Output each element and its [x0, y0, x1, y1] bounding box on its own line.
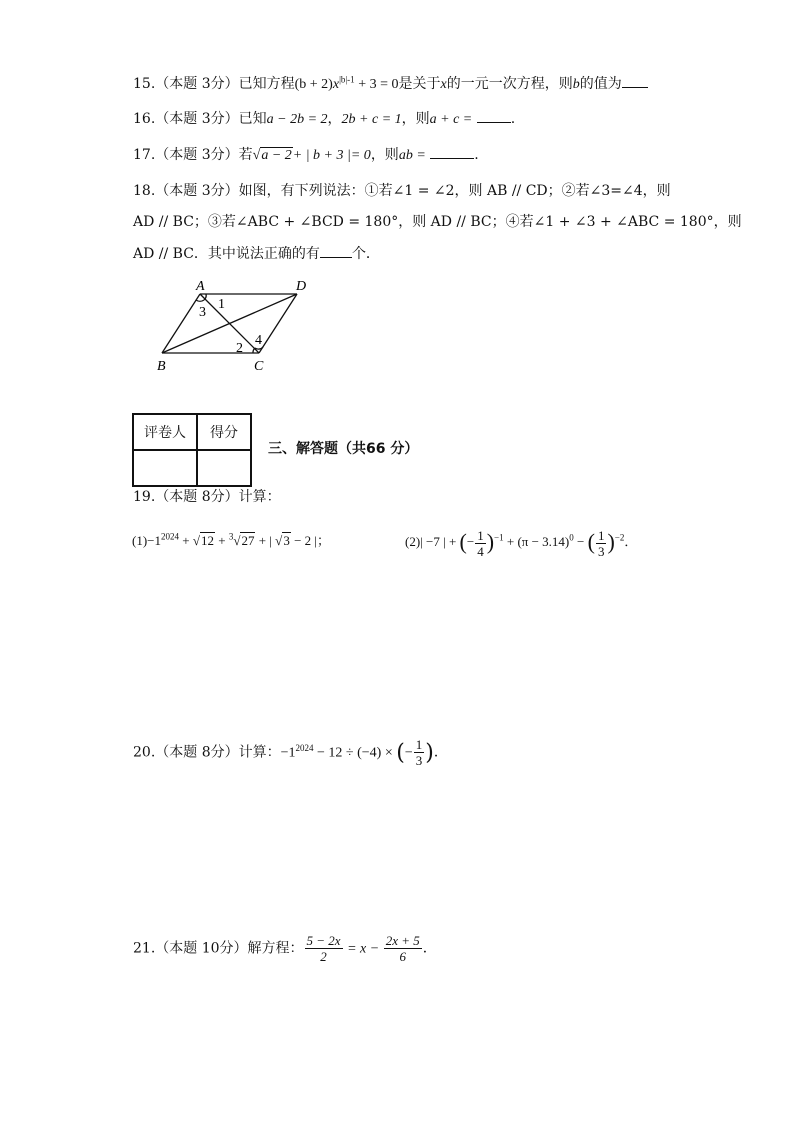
q18-line1: 18.（本题 3分）如图，有下列说法：①若∠1 = ∠2，则 AB // CD；②若∠3=∠4，则: [133, 183, 671, 199]
paren-close-icon: ): [425, 740, 434, 766]
question-18-line-2: [133, 212, 742, 232]
q19-part-1: [132, 531, 330, 551]
q19-prefix: 19.（本题 8分）计算：: [133, 489, 281, 505]
q19-p2-fraction-1: [475, 528, 486, 559]
q16-eq1: a − 2b = 2: [266, 112, 328, 127]
q17-answer-blank[interactable]: [430, 144, 474, 159]
sqrt-sign-icon: √: [275, 533, 283, 548]
question-17: [133, 144, 479, 166]
q15-expr-right: + 3 = 0: [354, 77, 399, 92]
q17-mid: ，则: [370, 147, 399, 163]
paren-open-icon: (: [459, 529, 467, 554]
score-cell-score[interactable]: [197, 450, 251, 486]
score-table: [132, 413, 252, 487]
label-b: B: [157, 359, 166, 374]
q19-p2-f1-num: 1: [477, 527, 484, 543]
score-header-grader: 评卷人: [133, 414, 197, 450]
q20-exp: 2024: [295, 742, 314, 753]
q15-var-b: b: [572, 77, 580, 92]
q21-f2-num: 2x + 5: [385, 933, 420, 948]
label-a: A: [196, 279, 205, 294]
sqrt-sign-icon: √: [252, 148, 261, 163]
q16-mid: ，则: [401, 111, 430, 127]
label-angle-1: 1: [218, 297, 225, 312]
q18-answer-blank[interactable]: [320, 243, 352, 258]
paren-open-icon: (: [396, 740, 405, 766]
q15-suffix-3: 的值为: [579, 76, 622, 92]
q15-prefix: 15.（本题 3分）已知方程: [133, 76, 295, 92]
label-angle-3: 3: [199, 305, 206, 320]
q19-p1-cbrt27: 27: [241, 533, 255, 548]
label-angle-4: 4: [255, 333, 262, 348]
q20-end: ．: [433, 744, 448, 761]
sqrt-sign-icon: √: [192, 533, 200, 548]
q21-f1-num: 5 − 2x: [306, 933, 341, 948]
question-18-line-3: [133, 243, 380, 264]
q19-p2-end: ．: [624, 534, 638, 549]
q17-ask: ab =: [398, 148, 426, 163]
angle-2-arc: [253, 348, 255, 353]
q21-end: ．: [422, 940, 437, 957]
q16-eq2: 2b + c = 1: [341, 112, 402, 127]
q20-b: − 12 ÷ (−4) ×: [313, 745, 397, 761]
angle-3-arc: [196, 300, 204, 301]
q20-prefix: 20.（本题 8分）计算：: [133, 744, 281, 761]
q21-f1-den: 2: [320, 949, 327, 964]
q17-radicand: a − 2: [261, 148, 292, 163]
q16-answer-blank[interactable]: [477, 108, 511, 123]
q19-p2-label: (2): [405, 534, 421, 549]
q19-p2-f2-num: 1: [597, 527, 605, 543]
q21-prefix: 21.（本题 10分）解方程：: [133, 940, 304, 957]
q19-p1-d: + |: [255, 533, 276, 548]
q15-exponent: |b|-1: [339, 74, 355, 85]
q15-x: x: [332, 77, 340, 92]
q16-prefix: 16.（本题 3分）已知: [133, 111, 267, 127]
q19-p1-b: +: [179, 533, 193, 548]
question-15: [133, 73, 648, 95]
question-16: [133, 108, 515, 130]
q19-p2-c: −: [573, 534, 588, 549]
q19-part-2: (2)| −7 | + (− $\frac{1}{4}$ )$^{-1} + (\pi - 3.14)^0$ − ( $\frac{1}{3}$ )$^{-2}$．: [405, 527, 638, 559]
label-c: C: [254, 359, 264, 374]
question-20: 20.（本题 8分）计算：$-1^{2024} - 12 \div (-4)$ × (− $\frac{1}{3}$ )．: [133, 737, 448, 768]
q15-expr-left: (b + 2): [294, 77, 333, 92]
q19-p2-f2-den: 3: [597, 543, 605, 559]
score-cell-grader[interactable]: [133, 450, 197, 486]
q19-p1-e: − 2 |；: [290, 533, 330, 548]
q19-p1-sqrt12: 12: [201, 533, 214, 548]
q19-p1-c: +: [215, 533, 229, 548]
q15-var-x: x: [440, 77, 447, 92]
q19-p1-exp: 2024: [161, 531, 180, 542]
q17-rest: + | b + 3 |= 0: [292, 148, 371, 163]
q21-fraction-1: [305, 933, 343, 964]
q18-line2: AD // BC；③若∠ABC + ∠BCD = 180°，则 AD // BC；④若∠1 + ∠3 + ∠ABC = 180°，则: [133, 214, 742, 230]
score-header-score: 得分: [197, 414, 251, 450]
q20-f-den: 3: [415, 753, 423, 768]
segment-bd: [162, 294, 297, 353]
q18-line3-b: 个．: [351, 246, 380, 262]
q19-p2-a: | −7 | +: [420, 534, 460, 549]
q19-p2-fraction-2: [596, 528, 607, 559]
question-19: [133, 487, 281, 507]
q19-p1-label: (1): [132, 533, 148, 548]
q21-mid: = x −: [343, 941, 383, 957]
q20-a: −1: [280, 745, 296, 761]
cbrt-sign-icon: √: [233, 533, 241, 548]
paren-close-icon: ): [486, 529, 495, 554]
q15-suffix-1: 是关于: [398, 76, 441, 92]
q18-parallelogram-figure: [150, 278, 330, 378]
paren-close-icon: ): [607, 529, 615, 554]
q15-answer-blank[interactable]: [622, 73, 648, 88]
q17-prefix: 17.（本题 3分）若: [133, 147, 253, 163]
question-21: [133, 933, 437, 965]
q15-suffix-2: 的一元一次方程，则: [446, 76, 573, 92]
q18-line3-a: AD // BC．其中说法正确的有: [133, 246, 320, 262]
q19-p2-f1-den: 4: [477, 543, 484, 559]
q17-end: .: [474, 147, 479, 163]
q19-p2-exp2: 0: [569, 532, 574, 543]
q20-fraction: [414, 737, 425, 768]
label-d: D: [296, 279, 307, 294]
q20-f-num: 1: [415, 737, 423, 752]
q19-p2-b: + (π − 3.14): [503, 534, 570, 549]
q21-f2-den: 6: [399, 949, 406, 964]
q19-p2-exp1: −1: [494, 532, 504, 543]
q16-ask: a + c =: [429, 112, 473, 127]
q16-sep: ，: [327, 111, 342, 127]
label-angle-2: 2: [236, 341, 243, 356]
q19-p1-a: −1: [147, 533, 162, 548]
q19-p1-cube-index: 3: [228, 531, 234, 542]
q19-p1-sqrt3: 3: [283, 533, 290, 548]
q19-p2-exp3: −2: [614, 532, 625, 543]
q16-end: .: [510, 111, 516, 127]
question-18-line-1: [133, 181, 671, 201]
section-3-title: 三、解答题（共66 分）: [268, 441, 419, 457]
paren-open-icon: (: [587, 529, 595, 554]
q21-fraction-2: [384, 933, 422, 964]
